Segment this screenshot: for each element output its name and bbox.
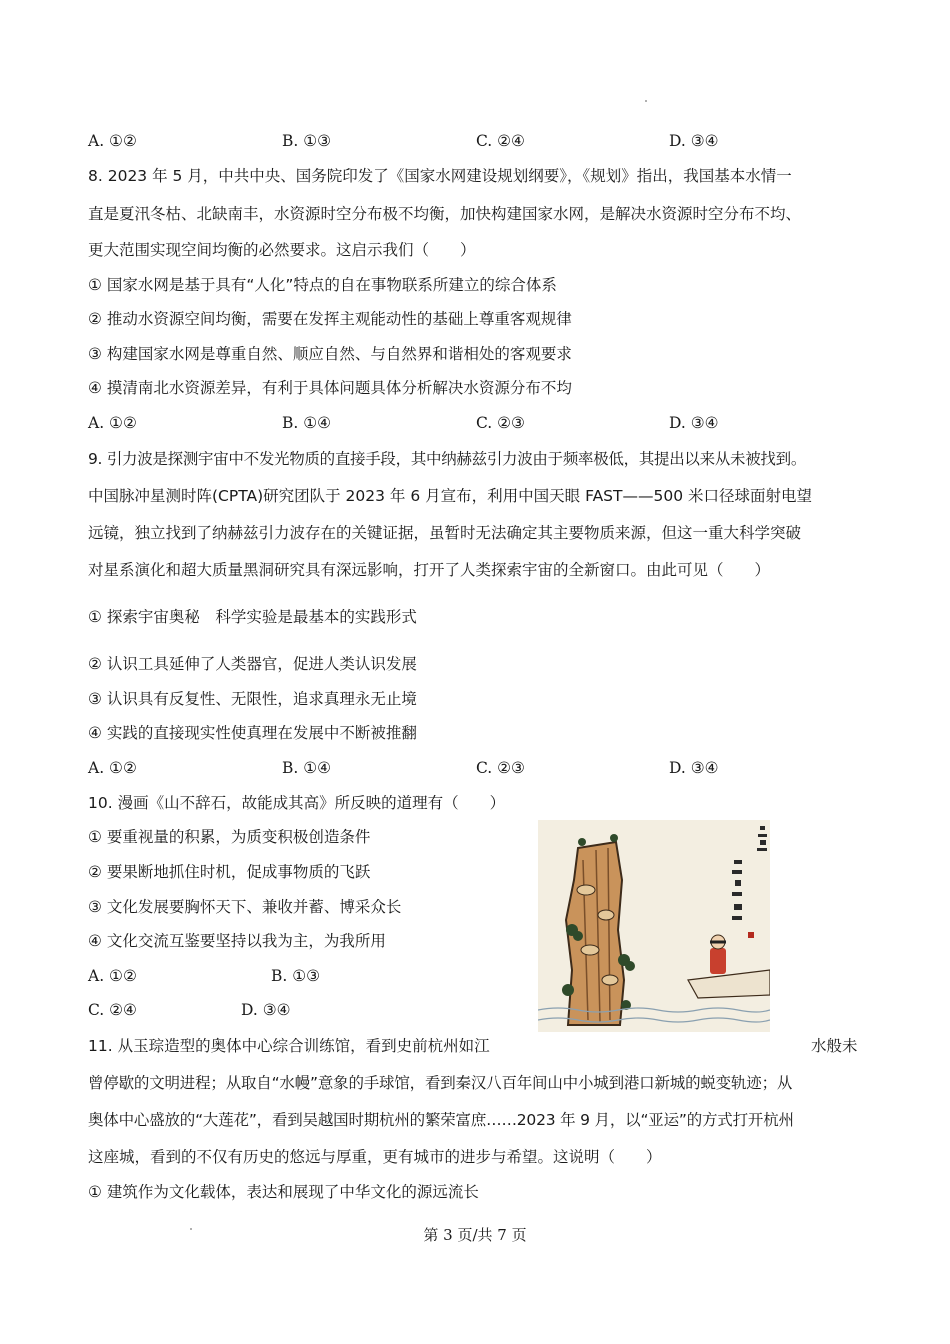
q8-option-d: D. ③④ <box>669 414 719 432</box>
q9-option-c: C. ②③ <box>476 759 525 777</box>
page-number: 第 3 页/共 7 页 <box>423 1226 527 1244</box>
q10-stem: 10. 漫画《山不辞石，故能成其高》所反映的道理有（ ） <box>88 794 506 812</box>
q9-stem-line-3: 远镜，独立找到了纳赫兹引力波存在的关键证据，虽暂时无法确定其主要物质来源，但这一重大科学突破 <box>88 524 802 542</box>
q10-item-4: ④ 文化交流互鉴要坚持以我为主，为我所用 <box>88 932 386 950</box>
q9-option-b: B. ①④ <box>282 759 332 777</box>
q11-stem-line-1-left: 11. 从玉琮造型的奥体中心综合训练馆，看到史前杭州如江 <box>88 1037 490 1055</box>
q8-stem-line-1: 8. 2023 年 5 月，中共中央、国务院印发了《国家水网建设规划纲要》，《规划》指出，我国基本水情一 <box>88 167 792 185</box>
q7-option-d: D. ③④ <box>669 132 719 150</box>
q11-stem-line-2: 曾停歇的文明进程；从取自“水幔”意象的手球馆，看到秦汉八百年间山中小城到港口新城的蜕变轨迹；从 <box>88 1074 793 1092</box>
q8-item-3: ③ 构建国家水网是尊重自然、顺应自然、与自然界和谐相处的客观要求 <box>88 345 572 363</box>
q9-option-d: D. ③④ <box>669 759 719 777</box>
q9-item-2: ② 认识工具延伸了人类器官，促进人类认识发展 <box>88 655 417 673</box>
q8-option-b: B. ①④ <box>282 414 332 432</box>
q8-stem-line-3: 更大范围实现空间均衡的必然要求。这启示我们（ ） <box>88 241 476 259</box>
q10-item-1: ① 要重视量的积累，为质变积极创造条件 <box>88 828 371 846</box>
q8-option-c: C. ②③ <box>476 414 525 432</box>
q7-option-a: A. ①② <box>88 132 137 150</box>
q9-item-3: ③ 认识具有反复性、无限性，追求真理永无止境 <box>88 690 417 708</box>
q7-option-c: C. ②④ <box>476 132 525 150</box>
q8-item-4: ④ 摸清南北水资源差异，有利于具体问题具体分析解决水资源分布不均 <box>88 379 572 397</box>
q11-stem-line-1-right: 水般未 <box>811 1037 858 1055</box>
cartoon-illustration <box>538 820 770 1032</box>
q9-stem-line-1: 9. 引力波是探测宇宙中不发光物质的直接手段，其中纳赫兹引力波由于频率极低，其提出以来从未被找到。 <box>88 450 807 468</box>
q11-stem-line-3: 奥体中心盛放的“大莲花”，看到吴越国时期杭州的繁荣富庶……2023 年 9 月，以“亚运”的方式打开杭州 <box>88 1111 794 1129</box>
q8-item-2: ② 推动水资源空间均衡，需要在发挥主观能动性的基础上尊重客观规律 <box>88 310 572 328</box>
q10-item-3: ③ 文化发展要胸怀天下、兼收并蓄、博采众长 <box>88 898 402 916</box>
q9-option-a: A. ①② <box>88 759 137 777</box>
q10-option-a: A. ①② <box>88 967 137 985</box>
q8-option-a: A. ①② <box>88 414 137 432</box>
q10-option-d: D. ③④ <box>241 1001 291 1019</box>
q10-option-c: C. ②④ <box>88 1001 137 1019</box>
q8-item-1: ① 国家水网是基于具有“人化”特点的自在事物联系所建立的综合体系 <box>88 276 557 294</box>
q10-item-2: ② 要果断地抓住时机，促成事物质的飞跃 <box>88 863 371 881</box>
q9-item-1: ① 探索宇宙奥秘 科学实验是最基本的实践形式 <box>88 608 417 626</box>
scan-mark <box>645 100 647 102</box>
q9-item-4: ④ 实践的直接现实性使真理在发展中不断被推翻 <box>88 724 417 742</box>
q10-option-b: B. ①③ <box>271 967 321 985</box>
q8-stem-line-2: 直是夏汛冬枯、北缺南丰，水资源时空分布极不均衡，加快构建国家水网，是解决水资源时空分布不均、 <box>88 205 802 223</box>
q9-stem-line-2: 中国脉冲星测时阵(CPTA)研究团队于 2023 年 6 月宣布，利用中国天眼 FAST——500 米口径球面射电望 <box>88 487 812 505</box>
q7-option-b: B. ①③ <box>282 132 332 150</box>
q9-stem-line-4: 对星系演化和超大质量黑洞研究具有深远影响，打开了人类探索宇宙的全新窗口。由此可见（ ） <box>88 561 771 579</box>
q11-stem-line-4: 这座城，看到的不仅有历史的悠远与厚重，更有城市的进步与希望。这说明（ ） <box>88 1148 662 1166</box>
q11-item-1: ① 建筑作为文化载体，表达和展现了中华文化的源远流长 <box>88 1183 479 1201</box>
